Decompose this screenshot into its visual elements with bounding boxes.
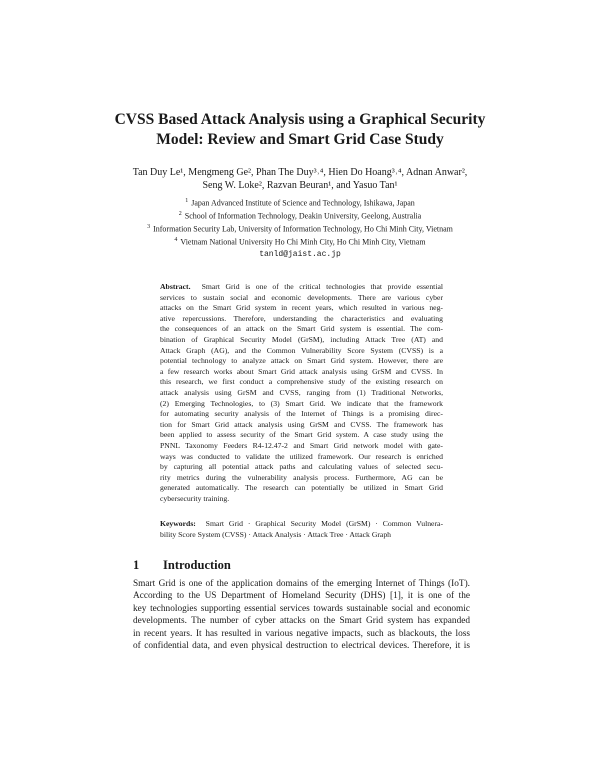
abstract-line: rity metrics during the vulnerability analysis process. Furthermore, AG can be [160, 472, 443, 482]
abstract-line: been applied to assess security of the Smart Grid system. A case study using the [160, 430, 443, 440]
keywords-label: Keywords: [160, 519, 196, 528]
affiliation-text: Vietnam National University Ho Chi Minh City, Ho Chi Minh City, Vietnam [180, 238, 426, 248]
abstract-line: PNNL Taxonomy Feeders R4-12.47-2 and Smart Grid network model with gate- [160, 440, 443, 450]
abstract-label: Abstract. [160, 282, 191, 291]
section-number: 1 [133, 558, 140, 572]
author-list [90, 166, 510, 192]
keywords [160, 519, 443, 540]
section-heading [133, 557, 231, 573]
body-line: in recent years. It has resulted in various negative impacts, such as blackouts, the loss [133, 628, 470, 639]
abstract-text: Smart Grid is one of the critical technologies that provide essential [201, 282, 444, 291]
abstract-line: Attack Graph (AG), and the Common Vulnerability Score System (CVSS) is a [160, 345, 443, 355]
body-line: of confidential data, and even physical destruction to electrical devices. Therefore, it is [133, 641, 470, 652]
abstract-line: services to sustain social and economic developments. There are various cyber [160, 292, 443, 302]
contact-email: tanld@jaist.ac.jp [259, 249, 341, 259]
body-line: developments. The number of cyber attacks on the Smart Grid system has expanded [133, 616, 470, 627]
affiliation [80, 222, 520, 235]
abstract [160, 282, 443, 504]
affiliation-number: 2 [178, 211, 182, 218]
abstract-line [160, 282, 443, 293]
affiliation-number: 3 [147, 224, 151, 231]
author-line: Tan Duy Le¹, Mengmeng Ge², Phan The Duy³˒⁴, Hien Do Hoang³˒⁴, Adnan Anwar², [132, 167, 468, 178]
abstract-line: ways was conducted to validate the utilized framework. Our research is enriched [160, 451, 443, 461]
keywords-line: bility Score System (CVSS) · Attack Analysis · Attack Tree · Attack Graph [160, 529, 392, 539]
abstract-line: ative repercussions. Therefore, understanding the characteristics and evaluating [160, 313, 443, 323]
section-title: Introduction [163, 558, 231, 572]
abstract-line: bination of Graphical Security Model (GrSM), including Attack Tree (AT) and [160, 334, 443, 344]
affiliation [80, 209, 520, 222]
affiliation-text: Information Security Lab, University of Information Technology, Ho Chi Minh City, Vietnam [153, 224, 453, 234]
abstract-line: this research, we first conduct a comprehensive study of the existing research on [160, 377, 443, 387]
body-line: According to the US Department of Homeland Security (DHS) [1], it is one of the [133, 591, 470, 602]
abstract-line: a few research works about Smart Grid attack analysis using GrSM and CVSS. In [160, 366, 443, 376]
abstract-line: by capturing all potential attack paths and calculating values of selected secu- [160, 462, 443, 472]
body-line: Smart Grid is one of the application domains of the emerging Internet of Things (IoT). [133, 579, 470, 589]
affiliation [80, 235, 520, 248]
body-line: key technologies supporting essential services towards sustainable social and economic [133, 603, 470, 614]
affiliation-text: School of Information Technology, Deakin University, Geelong, Australia [184, 211, 422, 221]
keywords-text: Smart Grid · Graphical Security Model (GrSM) · Common Vulnera- [205, 519, 444, 528]
keywords-line [160, 519, 443, 530]
abstract-line: tion for Smart Grid attack analysis using GrSM and CVSS. The framework has [160, 419, 443, 429]
affiliation [80, 196, 520, 209]
affiliation-number: 1 [185, 198, 189, 204]
abstract-line: cybersecurity training. [160, 493, 230, 503]
body-text [133, 578, 470, 652]
abstract-line: attack analysis using GrSM and CVSS, ranging from (1) Traditional Networks, [160, 387, 443, 397]
abstract-line: (2) Emerging Technologies, to (3) Smart Grid. We indicate that the framework [160, 398, 443, 408]
title-line: CVSS Based Attack Analysis using a Graphical Security [114, 111, 486, 128]
affiliation-text: Japan Advanced Institute of Science and Technology, Ishikawa, Japan [191, 198, 415, 208]
abstract-line: for automating security analysis of the Internet of Things is a promising direc- [160, 409, 443, 419]
abstract-line: generated automatically. The research can potentially be utilized in Smart Grid [160, 483, 443, 493]
abstract-line: potential technology to analyze attack on Smart Grid system. However, there are [160, 356, 443, 366]
abstract-line: attacks on the Smart Grid system in recent years, which resulted in various neg- [160, 303, 443, 313]
paper-title [100, 110, 500, 150]
affiliations [80, 196, 520, 260]
author-line: Seng W. Loke², Razvan Beuran¹, and Yasuo Tan¹ [202, 180, 398, 191]
affiliation-number: 4 [174, 237, 178, 244]
abstract-line: the consequences of an attack on the Smart Grid system is essential. The com- [160, 324, 443, 334]
title-line: Model: Review and Smart Grid Case Study [156, 131, 444, 148]
